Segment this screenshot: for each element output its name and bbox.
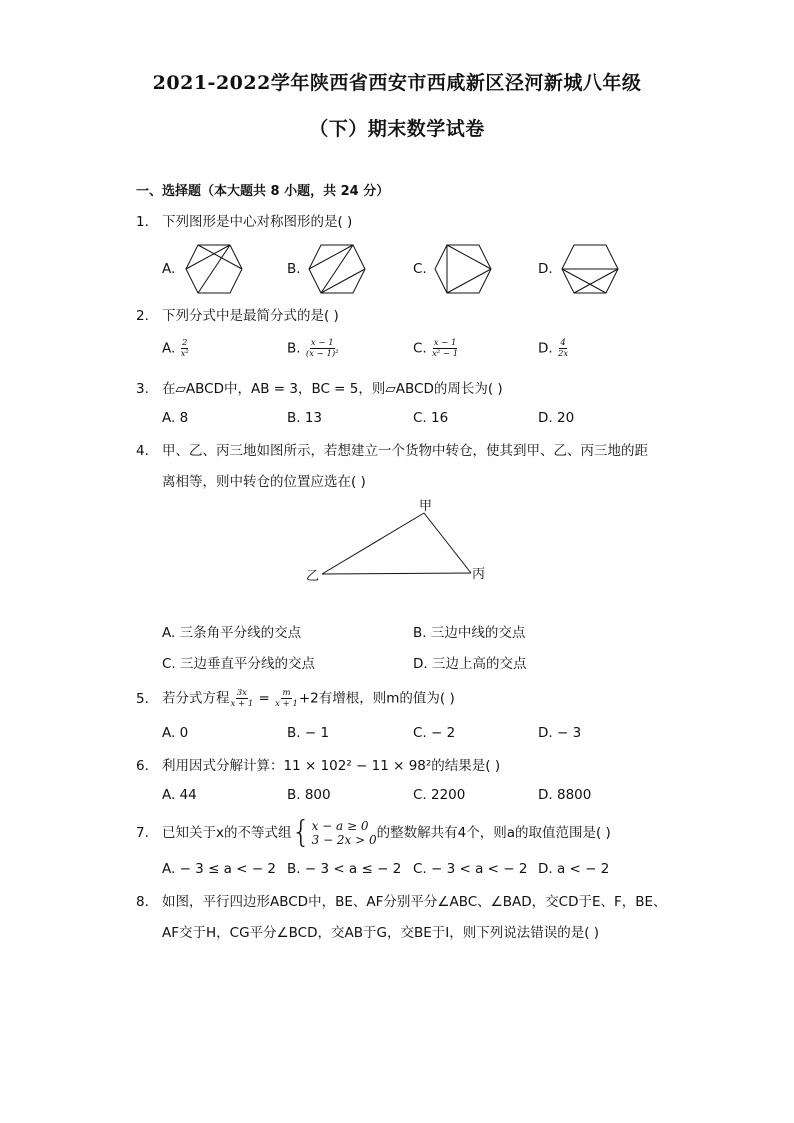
q4-option-a: A. 三条角平分线的交点 [162, 625, 302, 641]
question-text: 利用因式分解计算：11 × 102² − 11 × 98²的结果是( ) [162, 758, 501, 774]
question-text: 下列分式中是最简分式的是( ) [162, 308, 339, 324]
q4-option-d: D. 三边上高的交点 [413, 656, 527, 672]
q1-option-d-hexagon [560, 243, 620, 295]
equals-sign: = [254, 690, 275, 707]
vertex-label-bing: 丙 [472, 567, 486, 582]
q7-option-b: B. − 3 < a ≤ − 2 [287, 861, 402, 877]
fraction-numerator: m [282, 688, 291, 698]
option-label: A. [162, 340, 176, 357]
equation-fraction-left [230, 688, 255, 709]
q4-option-c: C. 三边垂直平分线的交点 [162, 656, 316, 672]
q1-option-a-label: A. [162, 261, 176, 277]
q6-option-a: A. 44 [162, 787, 197, 803]
fraction-denominator: 2x [557, 349, 569, 359]
q1-option-b-label: B. [287, 261, 301, 277]
question-text: 下列图形是中心对称图形的是( ) [162, 214, 353, 230]
question-7 [136, 816, 611, 850]
q2-option-d [538, 338, 569, 359]
fraction-numerator: 3x [236, 688, 247, 698]
q3-option-d: D. 20 [538, 410, 575, 426]
left-brace-icon: { [291, 815, 311, 850]
q7-option-d: D. a < − 2 [538, 861, 610, 877]
q1-option-a-hexagon [184, 243, 244, 295]
fraction-denominator: x² − 1 [432, 349, 459, 359]
fraction-denominator: (x − 1)² [305, 349, 339, 359]
question-text-post: 的整数解共有4个，则a的取值范围是( ) [376, 825, 611, 841]
page-title-line1: 2021-2022学年陕西省西安市西咸新区泾河新城八年级 [152, 72, 642, 94]
q4-option-b: B. 三边中线的交点 [413, 625, 526, 641]
question-5 [136, 688, 455, 709]
question-text-post: +2有增根，则m的值为( ) [298, 690, 455, 707]
inequality-2: 3 − 2x > 0 [311, 833, 377, 847]
q2-option-a [162, 338, 190, 359]
fraction-denominator: x² [180, 349, 189, 359]
option-fraction [557, 338, 569, 359]
question-8-line2: AF交于H，CG平分∠BCD，交AB于G，交BE于I，则下列说法错误的是( ) [162, 925, 600, 941]
option-label: B. [287, 340, 301, 357]
question-number: 6. [136, 758, 149, 774]
q2-option-c [413, 338, 459, 359]
question-number: 2. [136, 308, 149, 324]
q1-option-c-hexagon [433, 243, 493, 295]
question-number: 7. [136, 825, 149, 841]
question-text-pre: 已知关于x的不等式组 [162, 825, 292, 841]
option-fraction [431, 338, 459, 359]
inequality-1: x − a ≥ 0 [311, 819, 369, 833]
section-heading: 一、选择题（本大题共 8 小题，共 24 分） [136, 184, 390, 199]
question-2 [136, 306, 339, 326]
q1-option-b-hexagon [307, 243, 367, 295]
option-fraction [305, 338, 340, 359]
option-label: D. [538, 340, 553, 357]
inequality-system [291, 815, 377, 850]
question-4 [136, 441, 648, 461]
q6-option-b: B. 800 [287, 787, 331, 803]
q1-option-d-label: D. [538, 261, 553, 277]
q5-option-a: A. 0 [162, 725, 189, 741]
q6-option-d: D. 8800 [538, 787, 592, 803]
option-fraction [180, 338, 190, 359]
page-title-line2: （下）期末数学试卷 [309, 118, 485, 140]
fraction-denominator: x + 1 [230, 699, 254, 709]
q5-option-d: D. − 3 [538, 725, 582, 741]
question-text-line1: 如图，平行四边形ABCD中，BE、AF分别平分∠ABC、∠BAD，交CD于E、F，BE、 [162, 894, 667, 910]
fraction-numerator: 4 [560, 338, 566, 348]
question-1 [136, 212, 352, 232]
vertex-label-yi: 乙 [306, 569, 320, 584]
q3-option-c: C. 16 [413, 410, 449, 426]
q5-option-c: C. − 2 [413, 725, 456, 741]
q4-triangle-figure [300, 496, 500, 586]
q7-option-c: C. − 3 < a < − 2 [413, 861, 528, 877]
q3-option-b: B. 13 [287, 410, 323, 426]
q3-option-a: A. 8 [162, 410, 189, 426]
question-text-pre: 若分式方程 [162, 690, 230, 707]
question-number: 1. [136, 214, 149, 230]
question-6 [136, 756, 500, 776]
fraction-numerator: 2 [181, 338, 188, 348]
fraction-denominator: x + 1 [275, 699, 298, 709]
fraction-numerator: x − 1 [433, 338, 457, 348]
fraction-numerator: x − 1 [310, 338, 334, 348]
question-number: 5. [136, 690, 149, 707]
question-3 [136, 379, 503, 399]
question-text-line1: 甲、乙、丙三地如图所示，若想建立一个货物中转仓，使其到甲、乙、丙三地的距 [162, 443, 648, 459]
option-label: C. [413, 340, 427, 357]
question-4-line2: 离相等，则中转仓的位置应选在( ) [162, 474, 366, 490]
question-number: 3. [136, 381, 149, 397]
equation-fraction-right [274, 688, 299, 709]
question-text: 在▱ABCD中，AB = 3，BC = 5，则▱ABCD的周长为( ) [162, 381, 503, 397]
question-number: 8. [136, 894, 149, 910]
vertex-label-jia: 甲 [419, 499, 433, 514]
q7-option-a: A. − 3 ≤ a < − 2 [162, 861, 277, 877]
q5-option-b: B. − 1 [287, 725, 330, 741]
q1-option-c-label: C. [413, 261, 427, 277]
q6-option-c: C. 2200 [413, 787, 466, 803]
question-number: 4. [136, 443, 149, 459]
question-8 [136, 892, 667, 912]
q2-option-b [287, 338, 340, 359]
